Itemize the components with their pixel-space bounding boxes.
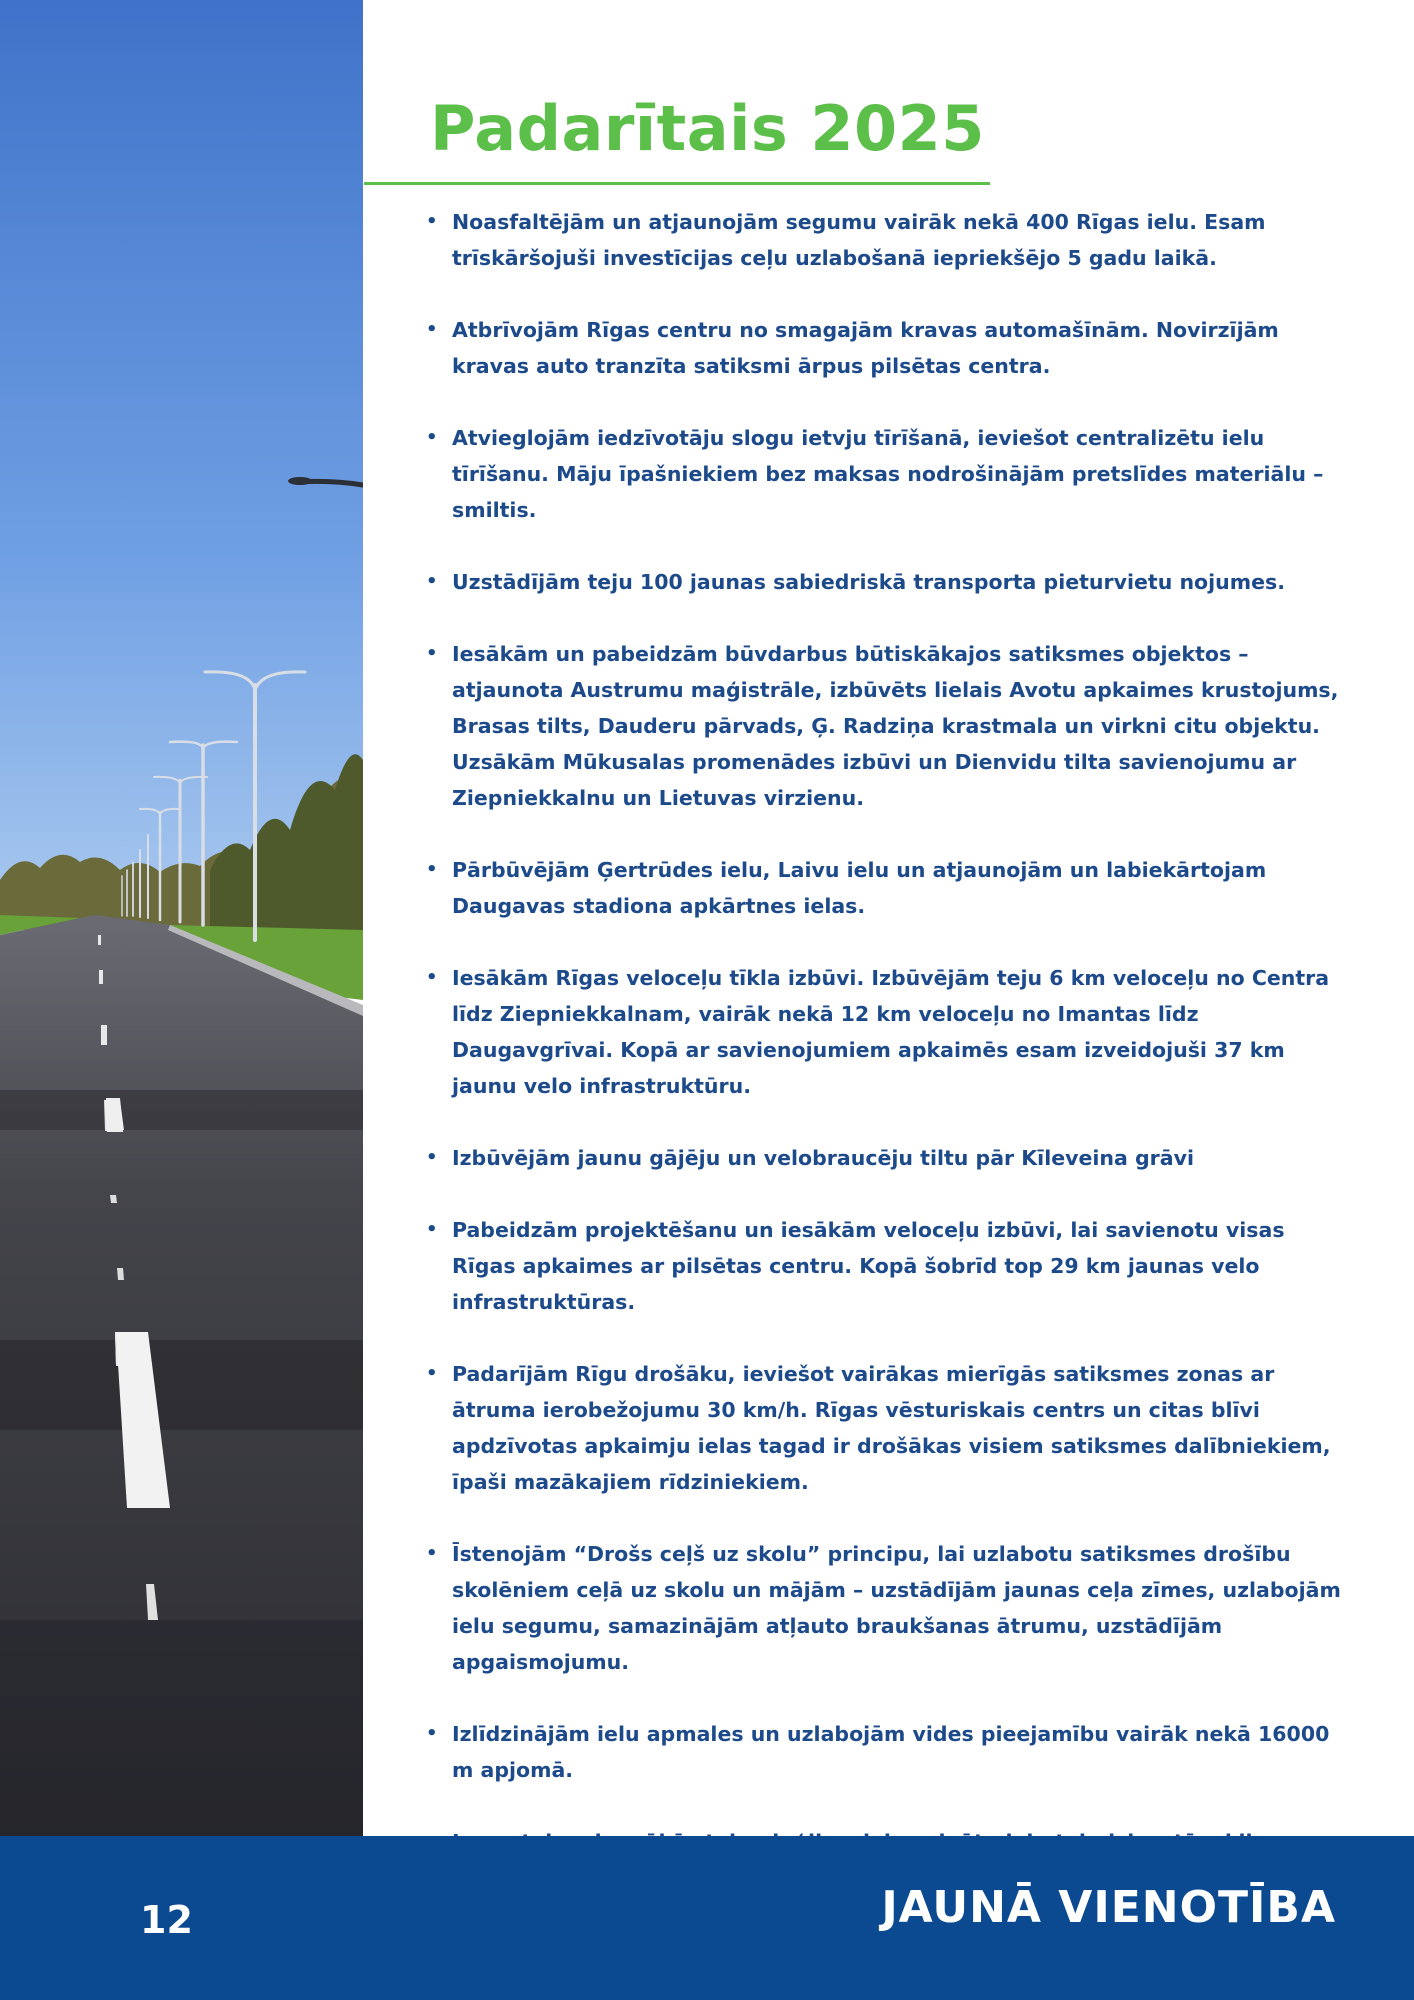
- list-item: • Uzstādījām teju 100 jaunas sabiedriskā transporta pieturvietu nojumes.: [424, 564, 1349, 600]
- page-title: Padarītais 2025: [430, 92, 985, 165]
- page-number: 12: [140, 1898, 193, 1942]
- list-item: • Iesākām Rīgas veloceļu tīkla izbūvi. Izbūvējām teju 6 km veloceļu no Centra līdz Ziepniekkalnam, vairāk nekā 12 km veloceļu no Imantas līdz Daugavgrīvai. Kopā ar savienojumiem apkaimēs esam izveidojuši 37 km jaunu velo infrastruktūru.: [424, 960, 1349, 1104]
- title-underline: [364, 182, 990, 185]
- list-item: • Atbrīvojām Rīgas centru no smagajām kravas automašīnām. Novirzījām kravas auto tranzīta satiksmi ārpus pilsētas centra.: [424, 312, 1349, 384]
- footer-bar: [0, 1836, 1414, 2000]
- list-item: • Iesākām un pabeidzām būvdarbus būtiskākajos satiksmes objektos – atjaunota Austrumu maģistrāle, izbūvēts lielais Avotu apkaimes krustojums, Brasas tilts, Dauderu pārvads, Ģ. Radziņa krastmala un virkni citu objektu. Uzsākām Mūkusalas promenādes izbūvi un Dienvidu tilta savienojumu ar Ziepniekkalnu un Lietuvas virzienu.: [424, 636, 1349, 816]
- list-item: • Īstenojām “Drošs ceļš uz skolu” principu, lai uzlabotu satiksmes drošību skolēniem ceļā uz skolu un mājām – uzstādījām jaunas ceļa zīmes, uzlabojām ielu segumu, samazinājām atļauto braukšanas ātrumu, uzstādījām apgaismojumu.: [424, 1536, 1349, 1680]
- list-item: • Pabeidzām projektēšanu un iesākām veloceļu izbūvi, lai savienotu visas Rīgas apkaimes ar pilsētas centru. Kopā šobrīd top 29 km jaunas velo infrastruktūras.: [424, 1212, 1349, 1320]
- list-item: • Noasfaltējām un atjaunojām segumu vairāk nekā 400 Rīgas ielu. Esam trīskāršojuši investīcijas ceļu uzlabošanā iepriekšējo 5 gadu laikā.: [424, 204, 1349, 276]
- brand-logo: JAUNĀ VIENOTĪBA: [881, 1882, 1336, 1933]
- list-item: • Izlīdzinājām ielu apmales un uzlabojām vides pieejamību vairāk nekā 16000 m apjomā.: [424, 1716, 1349, 1788]
- list-item: • Pārbūvējām Ģertrūdes ielu, Laivu ielu un atjaunojām un labiekārtojam Daugavas stadiona apkārtnes ielas.: [424, 852, 1349, 924]
- list-item: • Padarījām Rīgu drošāku, ieviešot vairākas mierīgās satiksmes zonas ar ātruma ierobežojumu 30 km/h. Rīgas vēsturiskais centrs un citas blīvi apdzīvotas apkaimju ielas tagad ir drošākas visiem satiksmes dalībniekiem, īpaši mazākajiem rīdziniekiem.: [424, 1356, 1349, 1500]
- list-item: • Atvieglojām iedzīvotāju slogu ietvju tīrīšanā, ieviešot centralizētu ielu tīrīšanu. Māju īpašniekiem bez maksas nodrošinājām pretslīdes materiālu – smiltis.: [424, 420, 1349, 528]
- road-photo: [0, 0, 363, 1836]
- achievements-list: [424, 204, 1349, 1896]
- list-item: • Izbūvējām jaunu gājēju un velobraucēju tiltu pār Kīleveina grāvi: [424, 1140, 1349, 1176]
